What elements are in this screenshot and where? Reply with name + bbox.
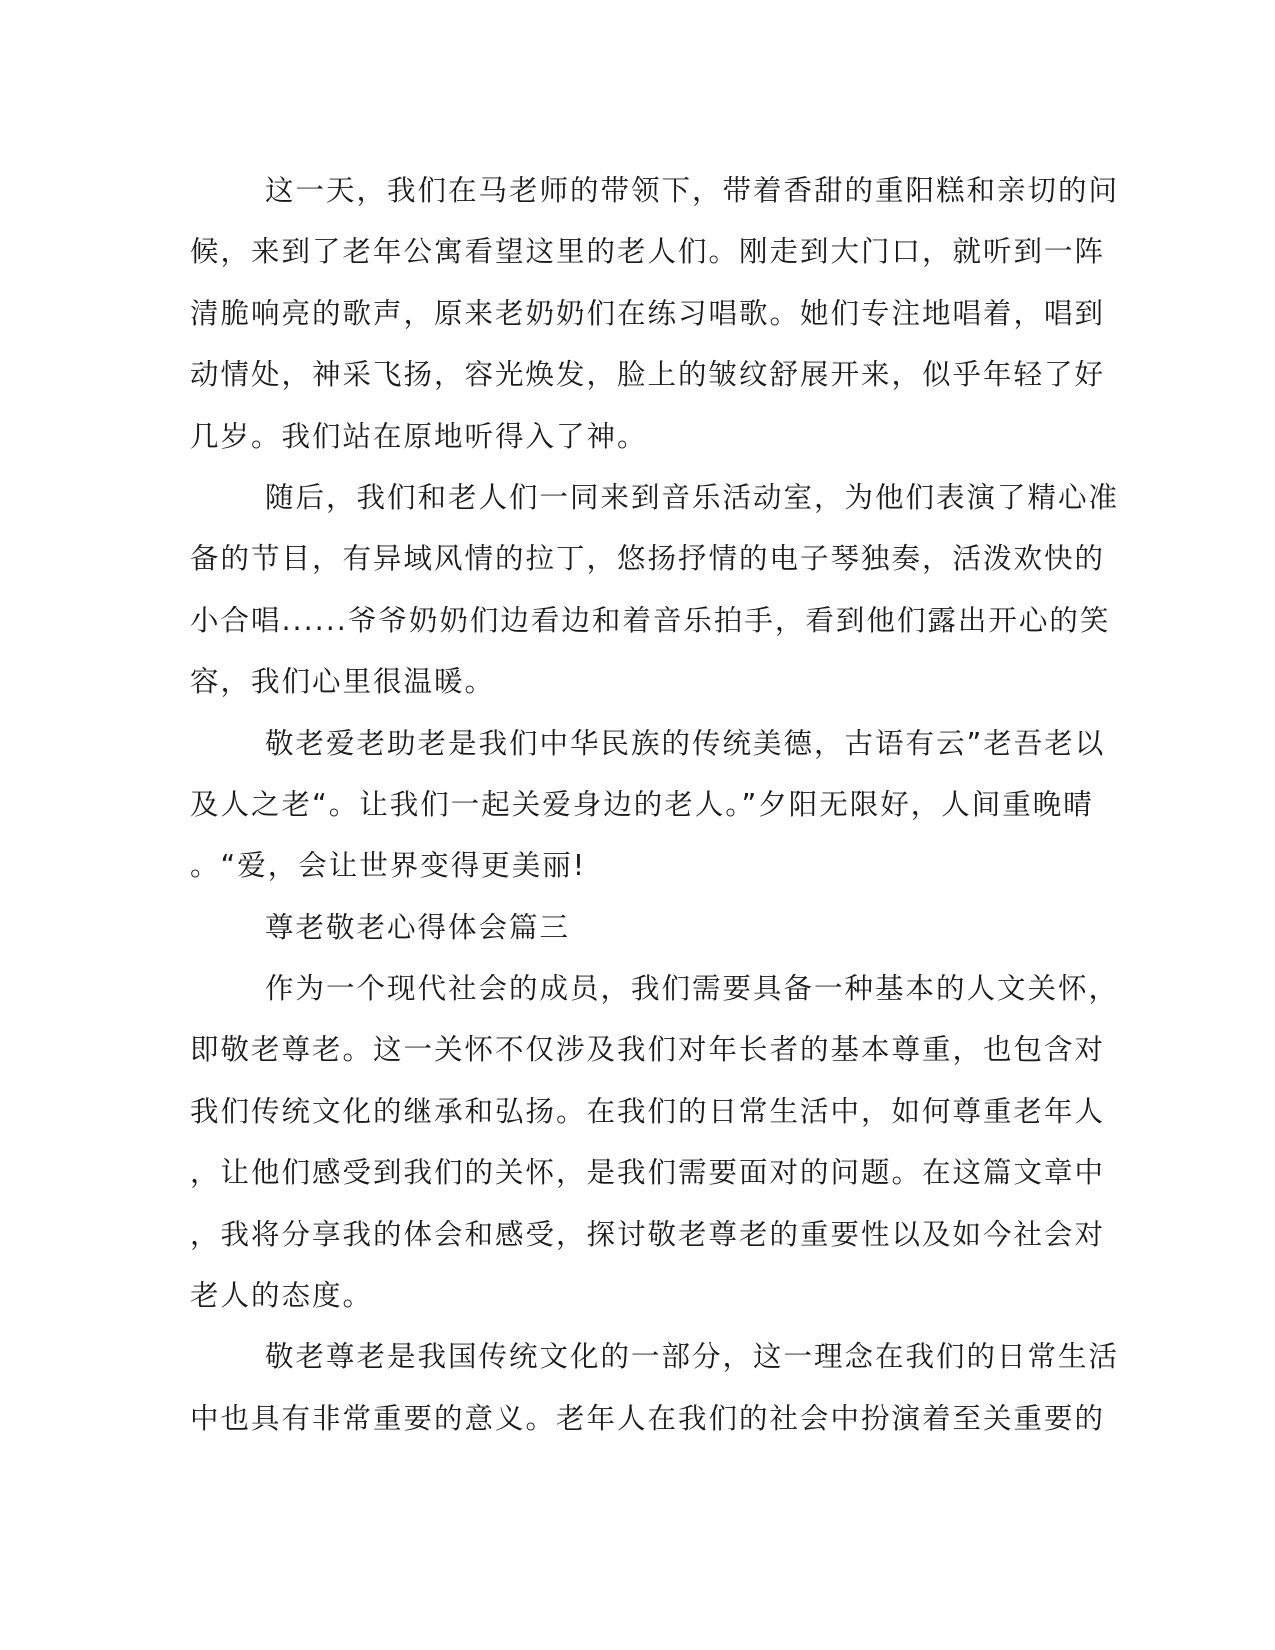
section-heading: 尊老敬老心得体会篇三 bbox=[265, 910, 571, 944]
text-line: 随后，我们和老人们一同来到音乐活动室，为他们表演了精心准 bbox=[265, 480, 1120, 514]
text-line: 敬老爱老助老是我们中华民族的传统美德，古语有云”老吾老以 bbox=[265, 726, 1106, 760]
text-line: 小合唱......爷爷奶奶们边看边和着音乐拍手，看到他们露出开心的笑 bbox=[190, 603, 1111, 637]
text-line: 敬老尊老是我国传统文化的一部分，这一理念在我们的日常生活 bbox=[265, 1340, 1120, 1374]
text-line: 清脆响亮的歌声，原来老奶奶们在练习唱歌。她们专注地唱着，唱到 bbox=[190, 296, 1106, 330]
text-line: 这一天，我们在马老师的带领下，带着香甜的重阳糕和亲切的问 bbox=[265, 174, 1120, 207]
text-line: 容，我们心里很温暖。 bbox=[190, 665, 496, 699]
text-line: 动情处，神采飞扬，容光焕发，脸上的皱纹舒展开来，似乎年轻了好 bbox=[190, 358, 1106, 392]
text-line: ，我将分享我的体会和感受，探讨敬老尊老的重要性以及如今社会对 bbox=[190, 1217, 1106, 1251]
text-line: ，让他们感受到我们的关怀，是我们需要面对的问题。在这篇文章中 bbox=[190, 1156, 1106, 1190]
text-line: 中也具有非常重要的意义。老年人在我们的社会中扮演着至关重要的 bbox=[190, 1401, 1106, 1435]
text-line: 几岁。我们站在原地听得入了神。 bbox=[190, 419, 648, 453]
document-body bbox=[190, 160, 1120, 1449]
text-line: 作为一个现代社会的成员，我们需要具备一种基本的人文关怀， bbox=[265, 972, 1120, 1006]
text-line: 即敬老尊老。这一关怀不仅涉及我们对年长者的基本尊重，也包含对 bbox=[190, 1033, 1106, 1067]
text-line: 备的节目，有异域风情的拉丁，悠扬抒情的电子琴独奏，活泼欢快的 bbox=[190, 542, 1106, 576]
text-line: 我们传统文化的继承和弘扬。在我们的日常生活中，如何尊重老年人 bbox=[190, 1094, 1106, 1128]
text-line: 。“爱，会让世界变得更美丽! bbox=[190, 849, 587, 883]
text-line: 候，来到了老年公寓看望这里的老人们。刚走到大门口，就听到一阵 bbox=[190, 235, 1106, 269]
text-line: 及人之老“。让我们一起关爱身边的老人。”夕阳无限好，人间重晚晴 bbox=[190, 787, 1094, 821]
text-line: 老人的态度。 bbox=[190, 1279, 374, 1313]
